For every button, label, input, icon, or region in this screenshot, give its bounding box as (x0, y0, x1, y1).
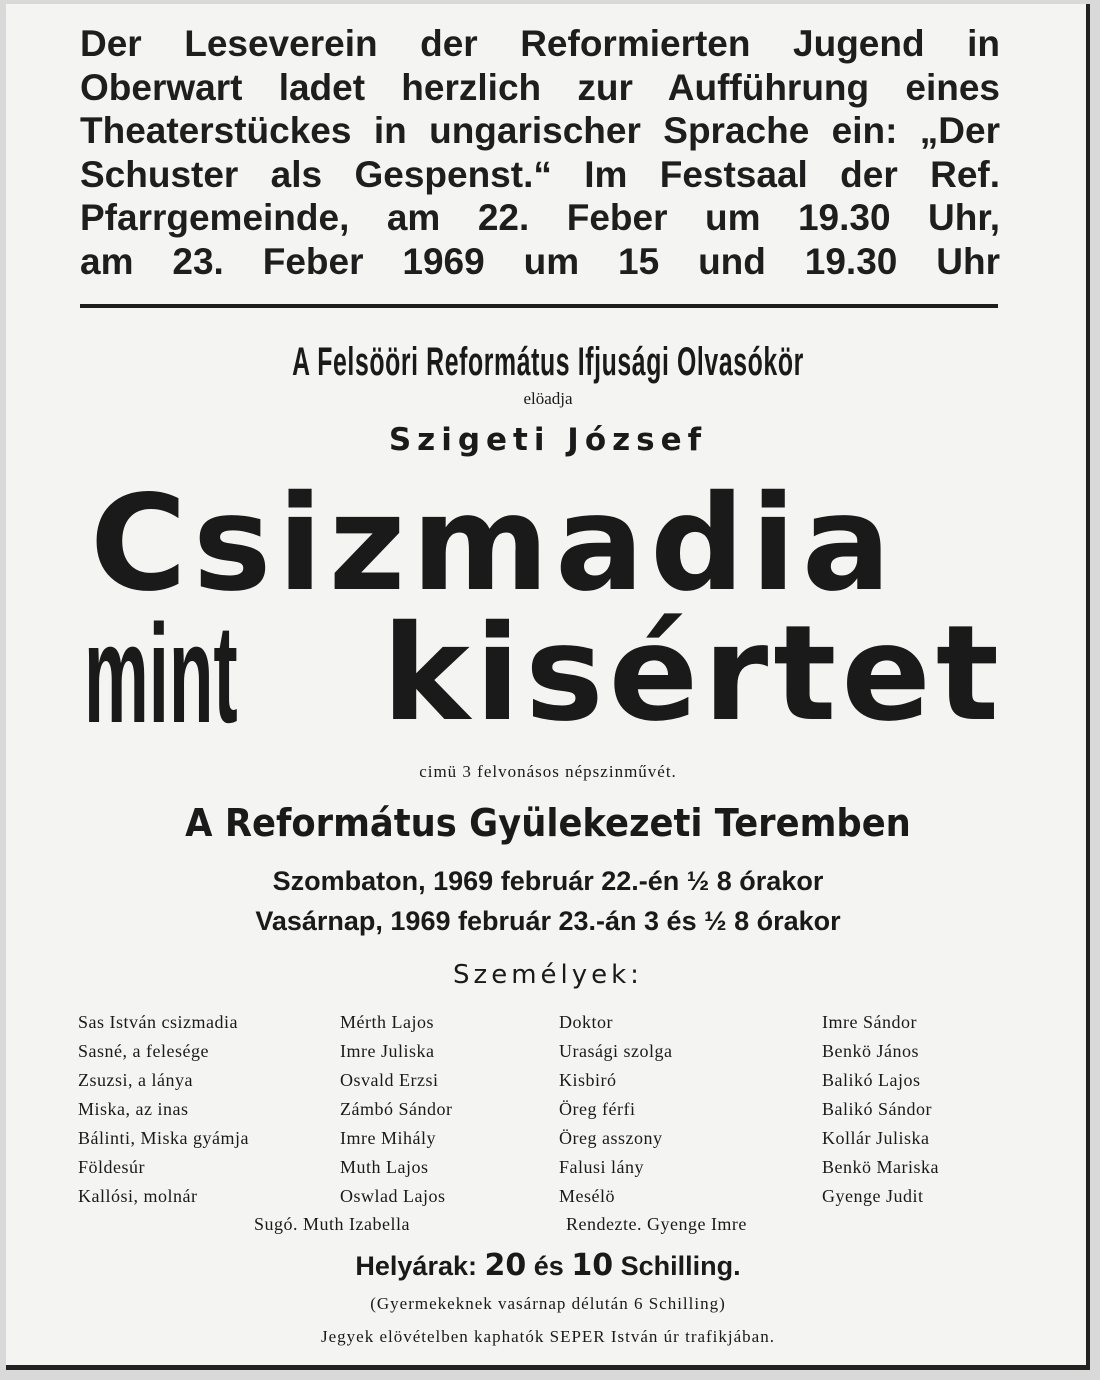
cast-actor: Oswlad Lajos (340, 1186, 446, 1206)
cast-actor: Balikó Lajos (822, 1070, 921, 1090)
play-title-line1: Csizmadia (90, 467, 897, 621)
cast-role: Miska, az inas (78, 1099, 189, 1119)
author-name: Szigeti József (388, 422, 708, 458)
cast-actor: Mérth Lajos (340, 1012, 434, 1032)
cast-left-roles (78, 1008, 249, 1211)
cast-actor: Imre Juliska (340, 1041, 435, 1061)
cast-role: Bálinti, Miska gyámja (78, 1128, 249, 1148)
director-credit: Rendezte. Gyenge Imre (566, 1214, 747, 1234)
german-line: Der Leseverein der Reformierten Jugend in (80, 23, 1000, 64)
price-low: 10 (571, 1248, 614, 1283)
german-line: Theaterstückes in ungarischer Sprache ein: „Der (80, 110, 1000, 151)
cast-role: Mesélö (559, 1186, 615, 1206)
cast-role: Doktor (559, 1012, 613, 1032)
poster-sheet (6, 4, 1090, 1370)
cast-actor: Kollár Juliska (822, 1128, 930, 1148)
cast-heading: Személyek: (453, 960, 643, 990)
prices-and: és (533, 1251, 564, 1281)
cast-right-roles (559, 1008, 672, 1211)
tickets-note: Jegyek elövételben kaphatók SEPER István úr trafikjában. (321, 1327, 775, 1346)
cast-left-actors (340, 1008, 452, 1211)
cast-role: Öreg asszony (559, 1128, 663, 1148)
german-announcement (80, 22, 1000, 283)
german-line: am 23. Feber 1969 um 15 und 19.30 Uhr (80, 240, 1000, 282)
cast-actor: Zámbó Sándor (340, 1099, 453, 1119)
cast-actor: Imre Sándor (822, 1012, 917, 1032)
performance-date-sunday: Vasárnap, 1969 február 23.-án 3 és ½ 8 órakor (255, 906, 841, 936)
prices-label: Helyárak: (355, 1251, 477, 1281)
venue: A Református Gyülekezeti Teremben (185, 801, 911, 845)
cast-actor: Balikó Sándor (822, 1099, 932, 1119)
german-line: Schuster als Gespenst.“ Im Festsaal der Ref. (80, 153, 1000, 195)
cast-role: Falusi lány (559, 1157, 644, 1177)
german-line: Pfarrgemeinde, am 22. Feber um 19.30 Uhr, (80, 197, 1000, 238)
cast-actor: Benkö Mariska (822, 1157, 939, 1177)
cast-actor: Imre Mihály (340, 1128, 436, 1148)
troupe-name: A Felsööri Református Ifjusági Olvasókör (292, 340, 804, 384)
play-title-line2 (84, 595, 1004, 752)
play-title-kisertet: kisértet (382, 597, 1004, 751)
ticket-prices (6, 1248, 1090, 1283)
presents-label: elöadja (523, 389, 573, 408)
cast-role: Kallósi, molnár (78, 1186, 198, 1206)
cast-actor: Gyenge Judit (822, 1186, 924, 1206)
cast-role: Földesúr (78, 1157, 145, 1177)
cast-role: Kisbiró (559, 1070, 617, 1090)
prices-currency: Schilling. (620, 1251, 741, 1281)
play-title-mint: mint (84, 595, 238, 752)
cast-actor: Muth Lajos (340, 1157, 429, 1177)
german-line: Oberwart ladet herzlich zur Aufführung eines (80, 66, 1000, 108)
play-subtitle: cimü 3 felvonásos népszinművét. (419, 762, 677, 781)
cast-actor: Benkö János (822, 1041, 919, 1061)
cast-role: Zsuzsi, a lánya (78, 1070, 193, 1090)
cast-role: Sas István csizmadia (78, 1012, 238, 1032)
cast-actor: Osvald Erzsi (340, 1070, 439, 1090)
children-price-note: (Gyermekeknek vasárnap délután 6 Schilling) (370, 1294, 726, 1313)
performance-date-saturday: Szombaton, 1969 február 22.-én ½ 8 órakor (272, 866, 824, 896)
price-high: 20 (484, 1248, 527, 1283)
cast-role: Urasági szolga (559, 1041, 673, 1061)
cast-role: Öreg férfi (559, 1099, 636, 1119)
divider-rule (80, 304, 998, 308)
cast-right-actors (822, 1008, 939, 1211)
prompter-credit: Sugó. Muth Izabella (254, 1214, 410, 1234)
cast-role: Sasné, a felesége (78, 1041, 209, 1061)
